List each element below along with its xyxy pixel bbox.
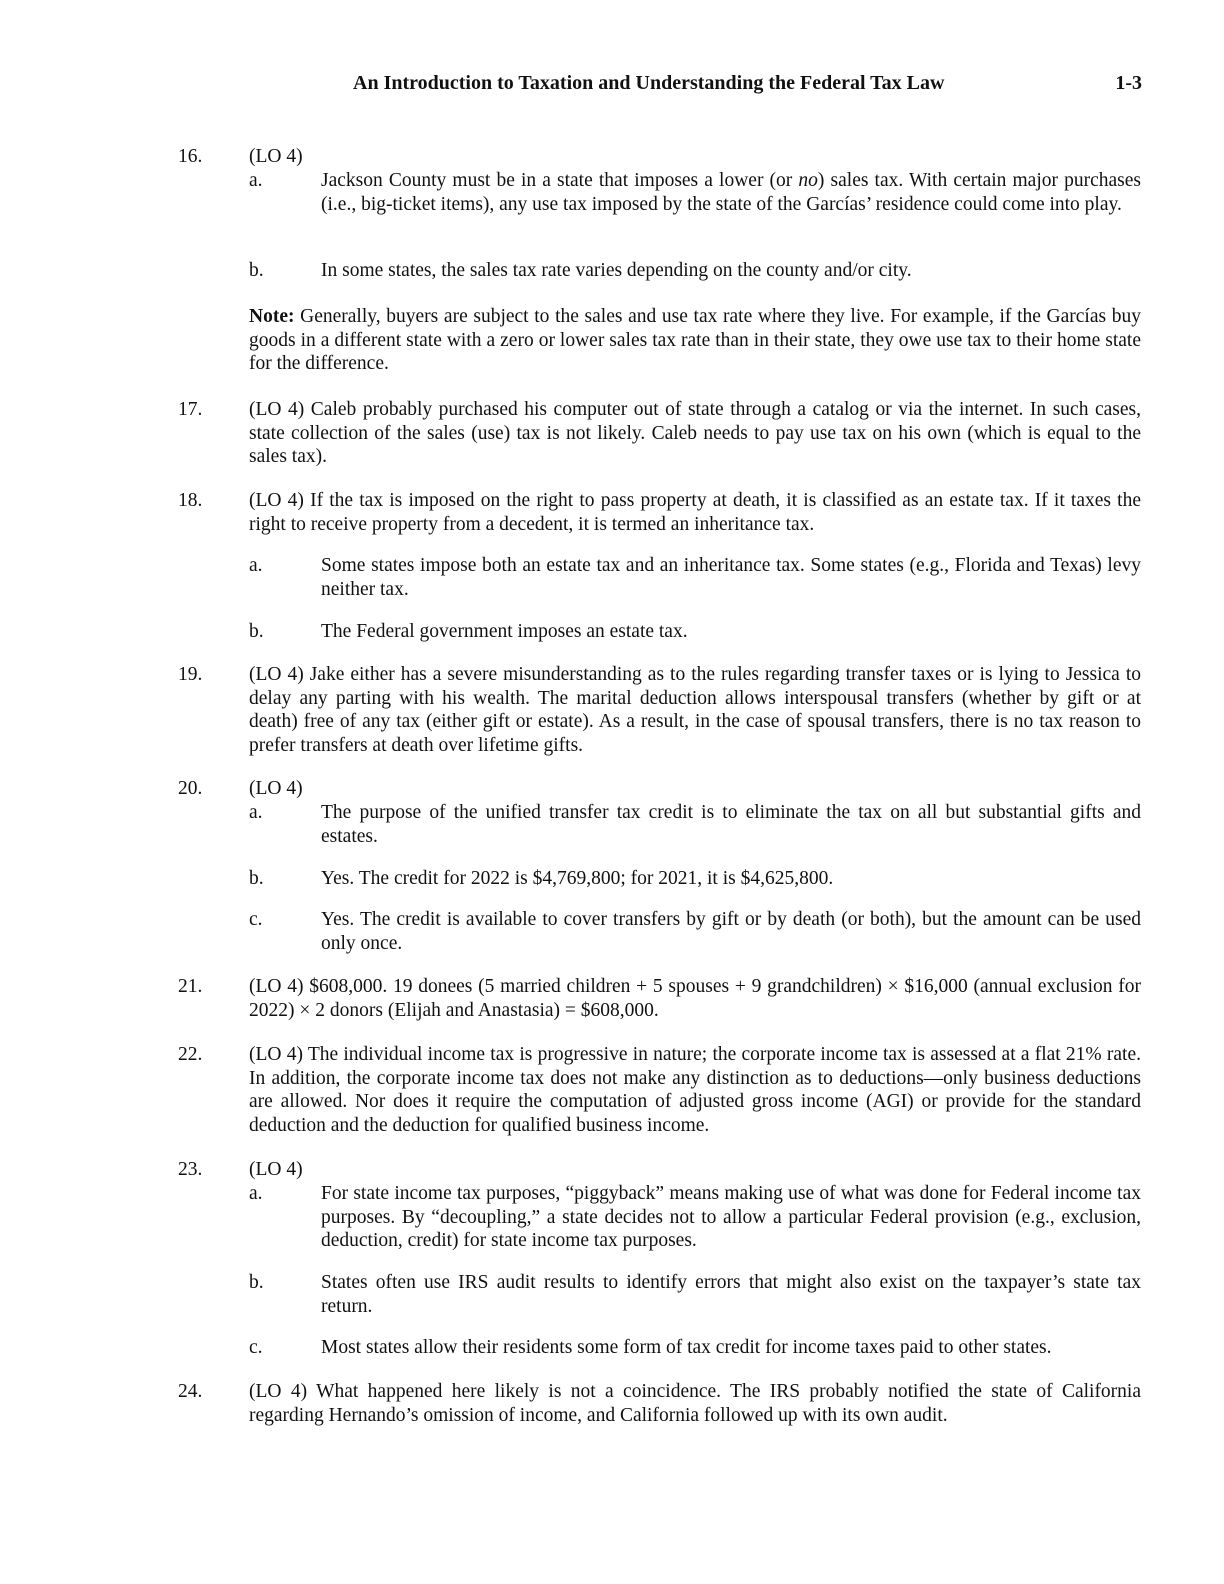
item-number: 18. [178, 490, 203, 511]
sub-text: In some states, the sales tax rate varies depending on the county and/or city. [321, 260, 912, 281]
sub-label: a. [249, 802, 263, 823]
item-number: 16. [178, 146, 203, 167]
item-text: (LO 4) The individual income tax is progressive in nature; the corporate income tax is assessed at a flat 21% rate. In addition, the corporate income tax does not make any distinction as to deductions—only business deductions are allowed. Nor does it require the computation of adjusted gross income (AGI) or provide for the standard deduction and the deduction for qualified business income. [249, 1044, 1141, 1136]
item-number: 19. [178, 664, 203, 685]
note-label: Note: [249, 306, 295, 327]
emphasis: no [798, 170, 818, 191]
item-number: 21. [178, 976, 203, 997]
page-number: 1-3 [1115, 72, 1142, 94]
note-16 [249, 305, 1141, 376]
item-number: 23. [178, 1159, 203, 1180]
sub-label: a. [249, 1183, 263, 1204]
running-title: An Introduction to Taxation and Understanding the Federal Tax Law [353, 72, 945, 94]
item-lead: (LO 4) [249, 1159, 303, 1180]
item-text: (LO 4) Caleb probably purchased his computer out of state through a catalog or via the internet. In such cases, state collection of the sales (use) tax is not likely. Caleb needs to pay use tax on his own (which is equal to the sales tax). [249, 399, 1141, 467]
sub-text: Most states allow their residents some form of tax credit for income taxes paid to other states. [321, 1337, 1052, 1358]
item-number: 22. [178, 1044, 203, 1065]
running-header [0, 72, 1224, 100]
item-lead: (LO 4) [249, 778, 303, 799]
sub-text: Yes. The credit for 2022 is $4,769,800; for 2021, it is $4,625,800. [321, 868, 834, 889]
item-lead: (LO 4) [249, 146, 303, 167]
sub-text: The purpose of the unified transfer tax credit is to eliminate the tax on all but substantial gifts and estates. [321, 802, 1141, 847]
sub-label: b. [249, 1272, 264, 1293]
sub-label: a. [249, 555, 263, 576]
sub-label: c. [249, 1337, 263, 1358]
sub-text: The Federal government imposes an estate tax. [321, 621, 688, 642]
sub-text: States often use IRS audit results to identify errors that might also exist on the taxpayer’s state tax return. [321, 1272, 1141, 1317]
sub-label: a. [249, 170, 263, 191]
item-text: (LO 4) $608,000. 19 donees (5 married children + 5 spouses + 9 grandchildren) × $16,000 (annual exclusion for 2022) × 2 donors (Elijah and Anastasia) = $608,000. [249, 976, 1141, 1021]
sub-label: b. [249, 868, 264, 889]
sub-text: Some states impose both an estate tax and an inheritance tax. Some states (e.g., Florida and Texas) levy neither tax. [321, 555, 1141, 600]
sub-label: b. [249, 621, 264, 642]
item-text: (LO 4) Jake either has a severe misunderstanding as to the rules regarding transfer taxes or is lying to Jessica to delay any parting with his wealth. The marital deduction allows interspousal transfers (whether by gift or at death) free of any tax (either gift or estate). As a result, in the case of spousal transfers, there is no tax reason to prefer transfers at death over lifetime gifts. [249, 664, 1141, 756]
sub-text: Jackson County must be in a state that imposes a lower (or no) sales tax. With certain major purchases (i.e., big-ticket items), any use tax imposed by the state of the Garcías’ residence could come into play. [321, 170, 1141, 215]
note-text: Generally, buyers are subject to the sales and use tax rate where they live. For example, if the Garcías buy goods in a different state with a zero or lower sales tax rate than in their state, they owe use tax to their home state for the difference. [249, 306, 1141, 374]
item-text: (LO 4) If the tax is imposed on the right to pass property at death, it is classified as an estate tax. If it taxes the right to receive property from a decedent, it is termed an inheritance tax. [249, 490, 1141, 535]
item-number: 24. [178, 1381, 203, 1402]
sub-text: For state income tax purposes, “piggyback” means making use of what was done for Federal income tax purposes. By “decoupling,” a state decides not to allow a particular Federal provision (e.g., exclusion, deduction, credit) for state income tax purposes. [321, 1183, 1141, 1251]
item-number: 20. [178, 778, 203, 799]
sub-label: b. [249, 260, 264, 281]
sub-text: Yes. The credit is available to cover transfers by gift or by death (or both), but the amount can be used only once. [321, 909, 1141, 954]
sub-label: c. [249, 909, 263, 930]
item-number: 17. [178, 399, 203, 420]
item-text: (LO 4) What happened here likely is not a coincidence. The IRS probably notified the state of California regarding Hernando’s omission of income, and California followed up with its own audit. [249, 1381, 1141, 1426]
